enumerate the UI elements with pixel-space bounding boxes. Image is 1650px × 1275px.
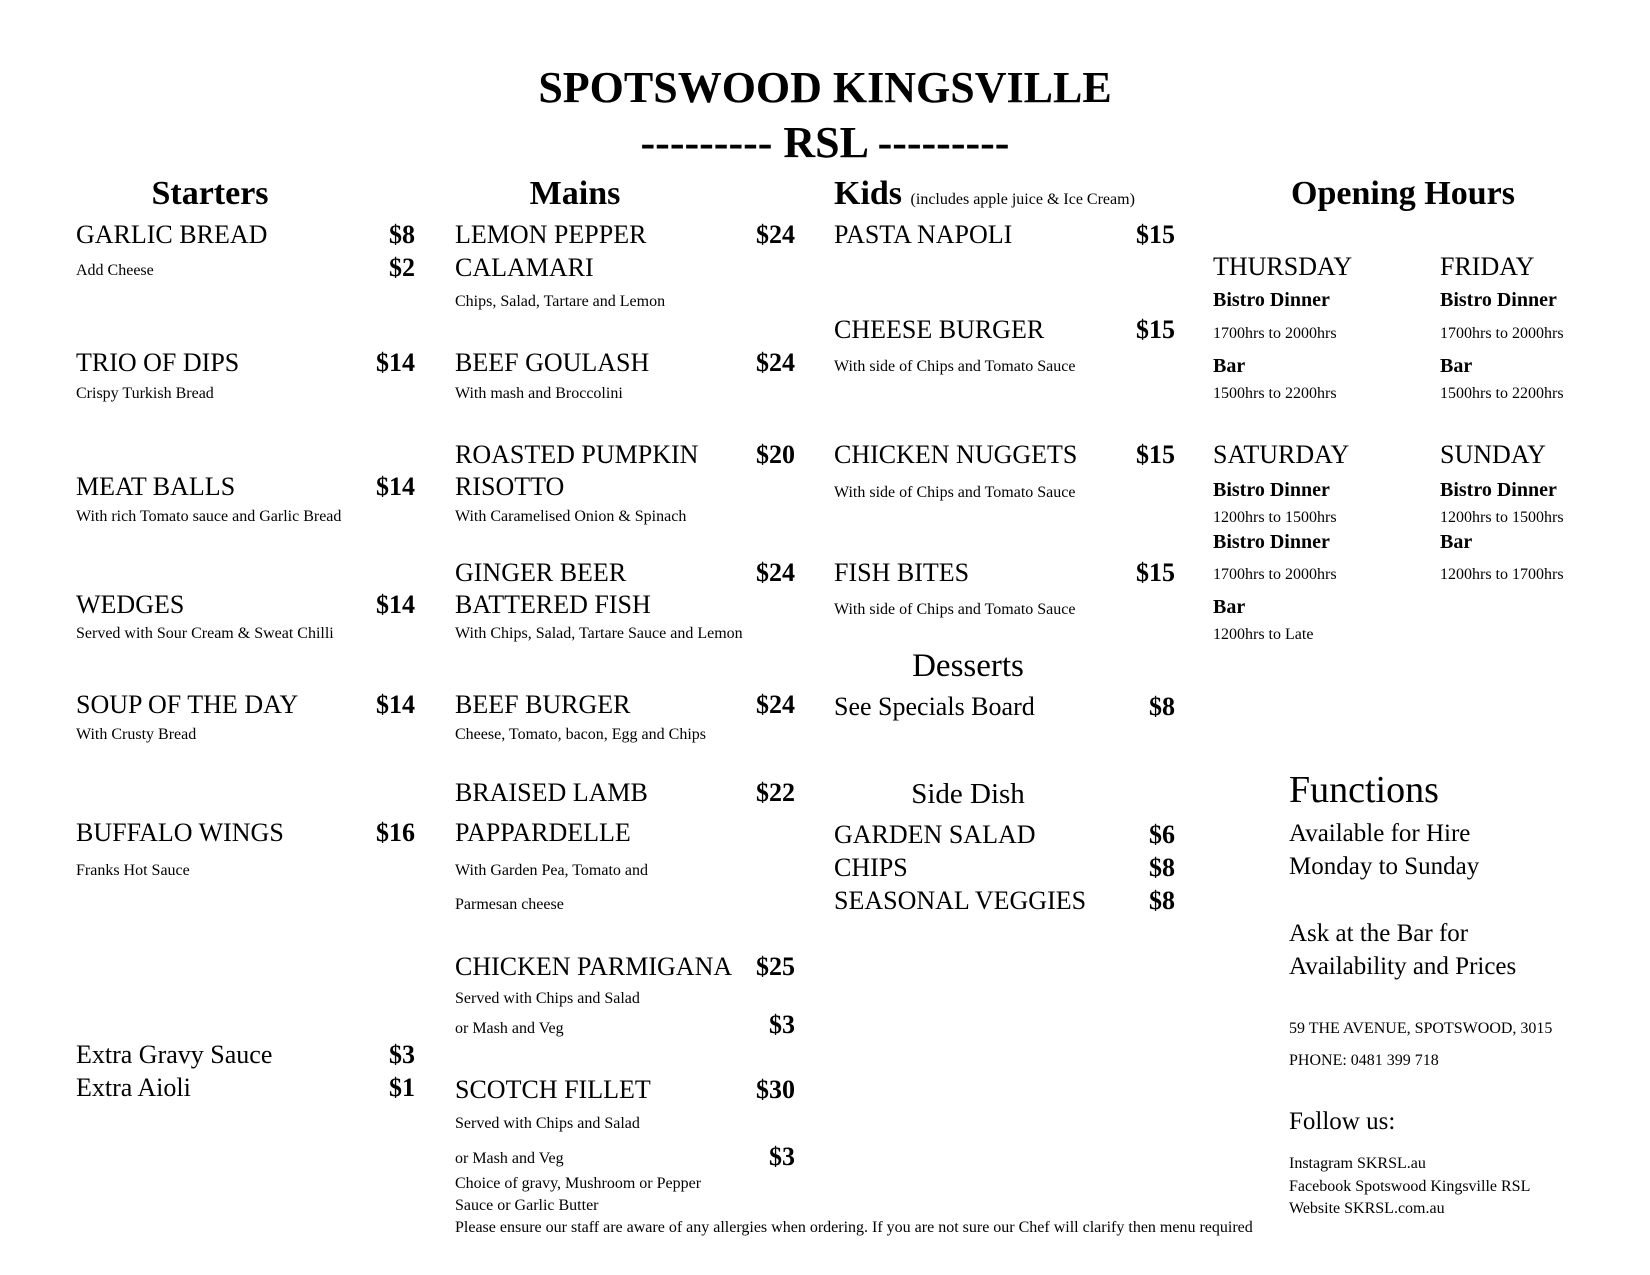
kids-item-name: CHEESE BURGER — [834, 315, 1045, 344]
main-item-desc-line2: or Mash and Veg — [455, 1020, 564, 1037]
kids-heading-label: Kids — [834, 175, 903, 212]
main-item-name: GINGER BEER — [455, 558, 627, 587]
kids-heading-note: (includes apple juice & Ice Cream) — [910, 191, 1135, 208]
starter-item-name: MEAT BALLS — [76, 472, 236, 501]
starter-item-name: BUFFALO WINGS — [76, 818, 284, 847]
main-item-desc-line2: or Mash and Veg — [455, 1150, 564, 1167]
day-saturday: SATURDAY — [1213, 440, 1350, 469]
main-item-name: BEEF GOULASH — [455, 348, 650, 377]
main-item-desc: With Chips, Salad, Tartare Sauce and Lemon — [455, 625, 743, 642]
kids-item-desc: With side of Chips and Tomato Sauce — [834, 601, 1076, 618]
starter-item-name: GARLIC BREAD — [76, 220, 268, 249]
phone: PHONE: 0481 399 718 — [1289, 1052, 1439, 1069]
sunday-time-2: 1200hrs to 1700hrs — [1440, 566, 1564, 583]
starter-item-desc: Served with Sour Cream & Sweat Chilli — [76, 625, 334, 642]
main-item-name-line2: RISOTTO — [455, 472, 565, 501]
kids-item-desc: With side of Chips and Tomato Sauce — [834, 358, 1076, 375]
sunday-label-2: Bar — [1440, 531, 1473, 553]
starter-addon-price: $2 — [389, 253, 415, 282]
main-item-name: CHICKEN PARMIGANA — [455, 952, 733, 981]
starter-item-price: $14 — [376, 590, 415, 619]
starter-item-price: $14 — [376, 472, 415, 501]
main-item-name-line2: CALAMARI — [455, 253, 594, 282]
side-dish-item-price: $6 — [1149, 820, 1175, 849]
extra-item-price: $1 — [389, 1073, 415, 1102]
starter-item-name: TRIO OF DIPS — [76, 348, 240, 377]
side-dish-heading: Side Dish — [911, 778, 1025, 810]
extra-item-name: Extra Gravy Sauce — [76, 1040, 273, 1069]
starter-item-price: $16 — [376, 818, 415, 847]
website-link[interactable]: Website SKRSL.com.au — [1289, 1200, 1445, 1217]
day-sunday: SUNDAY — [1440, 440, 1546, 469]
starter-item-name: WEDGES — [76, 590, 185, 619]
functions-line-3: Ask at the Bar for — [1289, 920, 1469, 947]
starter-item-price: $8 — [389, 220, 415, 249]
saturday-label-2: Bistro Dinner — [1213, 531, 1330, 553]
main-item-desc: With Garden Pea, Tomato and — [455, 862, 648, 879]
main-item-addon-price: $3 — [769, 1010, 795, 1039]
kids-item-name: CHICKEN NUGGETS — [834, 440, 1078, 469]
kids-item-price: $15 — [1136, 558, 1175, 587]
starter-item-price: $14 — [376, 690, 415, 719]
kids-item-desc: With side of Chips and Tomato Sauce — [834, 484, 1076, 501]
day-thursday: THURSDAY — [1213, 252, 1353, 281]
opening-hours-heading: Opening Hours — [1291, 175, 1515, 212]
main-item-desc-line3: Choice of gravy, Mushroom or Pepper — [455, 1175, 702, 1192]
facebook-link[interactable]: Facebook Spotswood Kingsville RSL — [1289, 1178, 1531, 1195]
venue-name: SPOTSWOOD KINGSVILLE — [538, 63, 1112, 112]
mains-heading: Mains — [529, 175, 621, 212]
functions-line-2: Monday to Sunday — [1289, 853, 1480, 880]
follow-us-heading: Follow us: — [1289, 1108, 1396, 1135]
functions-line-1: Available for Hire — [1289, 820, 1471, 847]
functions-heading: Functions — [1289, 769, 1439, 811]
saturday-time-2: 1700hrs to 2000hrs — [1213, 566, 1337, 583]
day-friday: FRIDAY — [1440, 252, 1535, 281]
saturday-label-1: Bistro Dinner — [1213, 479, 1330, 501]
starter-item-name: SOUP OF THE DAY — [76, 690, 299, 719]
main-item-name: SCOTCH FILLET — [455, 1075, 651, 1104]
main-item-desc-line2: Parmesan cheese — [455, 896, 564, 913]
saturday-time-1: 1200hrs to 1500hrs — [1213, 509, 1337, 526]
starter-item-price: $14 — [376, 348, 415, 377]
main-item-price: $20 — [756, 440, 795, 469]
thursday-label-2: Bar — [1213, 355, 1246, 377]
main-item-price: $24 — [756, 558, 795, 587]
main-item-name: ROASTED PUMPKIN — [455, 440, 699, 469]
main-item-addon-price: $3 — [769, 1142, 795, 1171]
side-dish-item-name: SEASONAL VEGGIES — [834, 886, 1087, 915]
main-item-name-line2: BATTERED FISH — [455, 590, 651, 619]
main-item-name: LEMON PEPPER — [455, 220, 647, 249]
main-item-price: $24 — [756, 690, 795, 719]
address: 59 THE AVENUE, SPOTSWOOD, 3015 — [1289, 1020, 1553, 1037]
extra-item-name: Extra Aioli — [76, 1073, 191, 1102]
dessert-item-name: See Specials Board — [834, 692, 1035, 721]
main-item-desc: With mash and Broccolini — [455, 385, 623, 402]
extra-item-price: $3 — [389, 1040, 415, 1069]
side-dish-item-name: GARDEN SALAD — [834, 820, 1036, 849]
dessert-item-price: $8 — [1149, 692, 1175, 721]
main-item-desc: Served with Chips and Salad — [455, 1115, 640, 1132]
instagram-link[interactable]: Instagram SKRSL.au — [1289, 1155, 1426, 1172]
starters-heading: Starters — [151, 175, 269, 212]
main-item-desc: Cheese, Tomato, bacon, Egg and Chips — [455, 726, 706, 743]
main-item-desc: Served with Chips and Salad — [455, 990, 640, 1007]
kids-item-price: $15 — [1136, 440, 1175, 469]
main-item-name: BEEF BURGER — [455, 690, 631, 719]
main-item-name-line2: PAPPARDELLE — [455, 818, 631, 847]
main-item-price: $24 — [756, 348, 795, 377]
friday-time-1: 1700hrs to 2000hrs — [1440, 325, 1564, 342]
starter-item-desc: With rich Tomato sauce and Garlic Bread — [76, 508, 342, 525]
saturday-label-3: Bar — [1213, 596, 1246, 618]
sunday-time-1: 1200hrs to 1500hrs — [1440, 509, 1564, 526]
kids-item-price: $15 — [1136, 315, 1175, 344]
thursday-time-1: 1700hrs to 2000hrs — [1213, 325, 1337, 342]
main-item-desc: Chips, Salad, Tartare and Lemon — [455, 293, 666, 310]
friday-time-2: 1500hrs to 2200hrs — [1440, 385, 1564, 402]
side-dish-item-price: $8 — [1149, 853, 1175, 882]
starter-item-desc: Crispy Turkish Bread — [76, 385, 214, 402]
desserts-heading: Desserts — [912, 648, 1024, 684]
starter-item-desc: With Crusty Bread — [76, 726, 197, 743]
main-item-price: $24 — [756, 220, 795, 249]
kids-item-name: FISH BITES — [834, 558, 970, 587]
saturday-time-3: 1200hrs to Late — [1213, 626, 1314, 643]
main-item-desc: With Caramelised Onion & Spinach — [455, 508, 687, 525]
starter-item-desc: Franks Hot Sauce — [76, 862, 190, 879]
kids-heading — [834, 175, 1135, 213]
sunday-label-1: Bistro Dinner — [1440, 479, 1557, 501]
allergy-note: Please ensure our staff are aware of any allergies when ordering. If you are not sure our Chef will clarify then menu required — [455, 1219, 1253, 1236]
side-dish-item-name: CHIPS — [834, 853, 908, 882]
side-dish-item-price: $8 — [1149, 886, 1175, 915]
main-item-name: BRAISED LAMB — [455, 778, 648, 807]
starter-addon-name: Add Cheese — [76, 262, 154, 279]
thursday-time-2: 1500hrs to 2200hrs — [1213, 385, 1337, 402]
friday-label-2: Bar — [1440, 355, 1473, 377]
thursday-label-1: Bistro Dinner — [1213, 289, 1330, 311]
kids-item-name: PASTA NAPOLI — [834, 220, 1013, 249]
functions-line-4: Availability and Prices — [1289, 953, 1517, 980]
main-item-price: $30 — [756, 1075, 795, 1104]
venue-subtitle: --------- RSL --------- — [640, 118, 1010, 167]
main-item-price: $22 — [756, 778, 795, 807]
main-item-price: $25 — [756, 952, 795, 981]
kids-item-price: $15 — [1136, 220, 1175, 249]
main-item-desc-line4: Sauce or Garlic Butter — [455, 1197, 599, 1214]
friday-label-1: Bistro Dinner — [1440, 289, 1557, 311]
